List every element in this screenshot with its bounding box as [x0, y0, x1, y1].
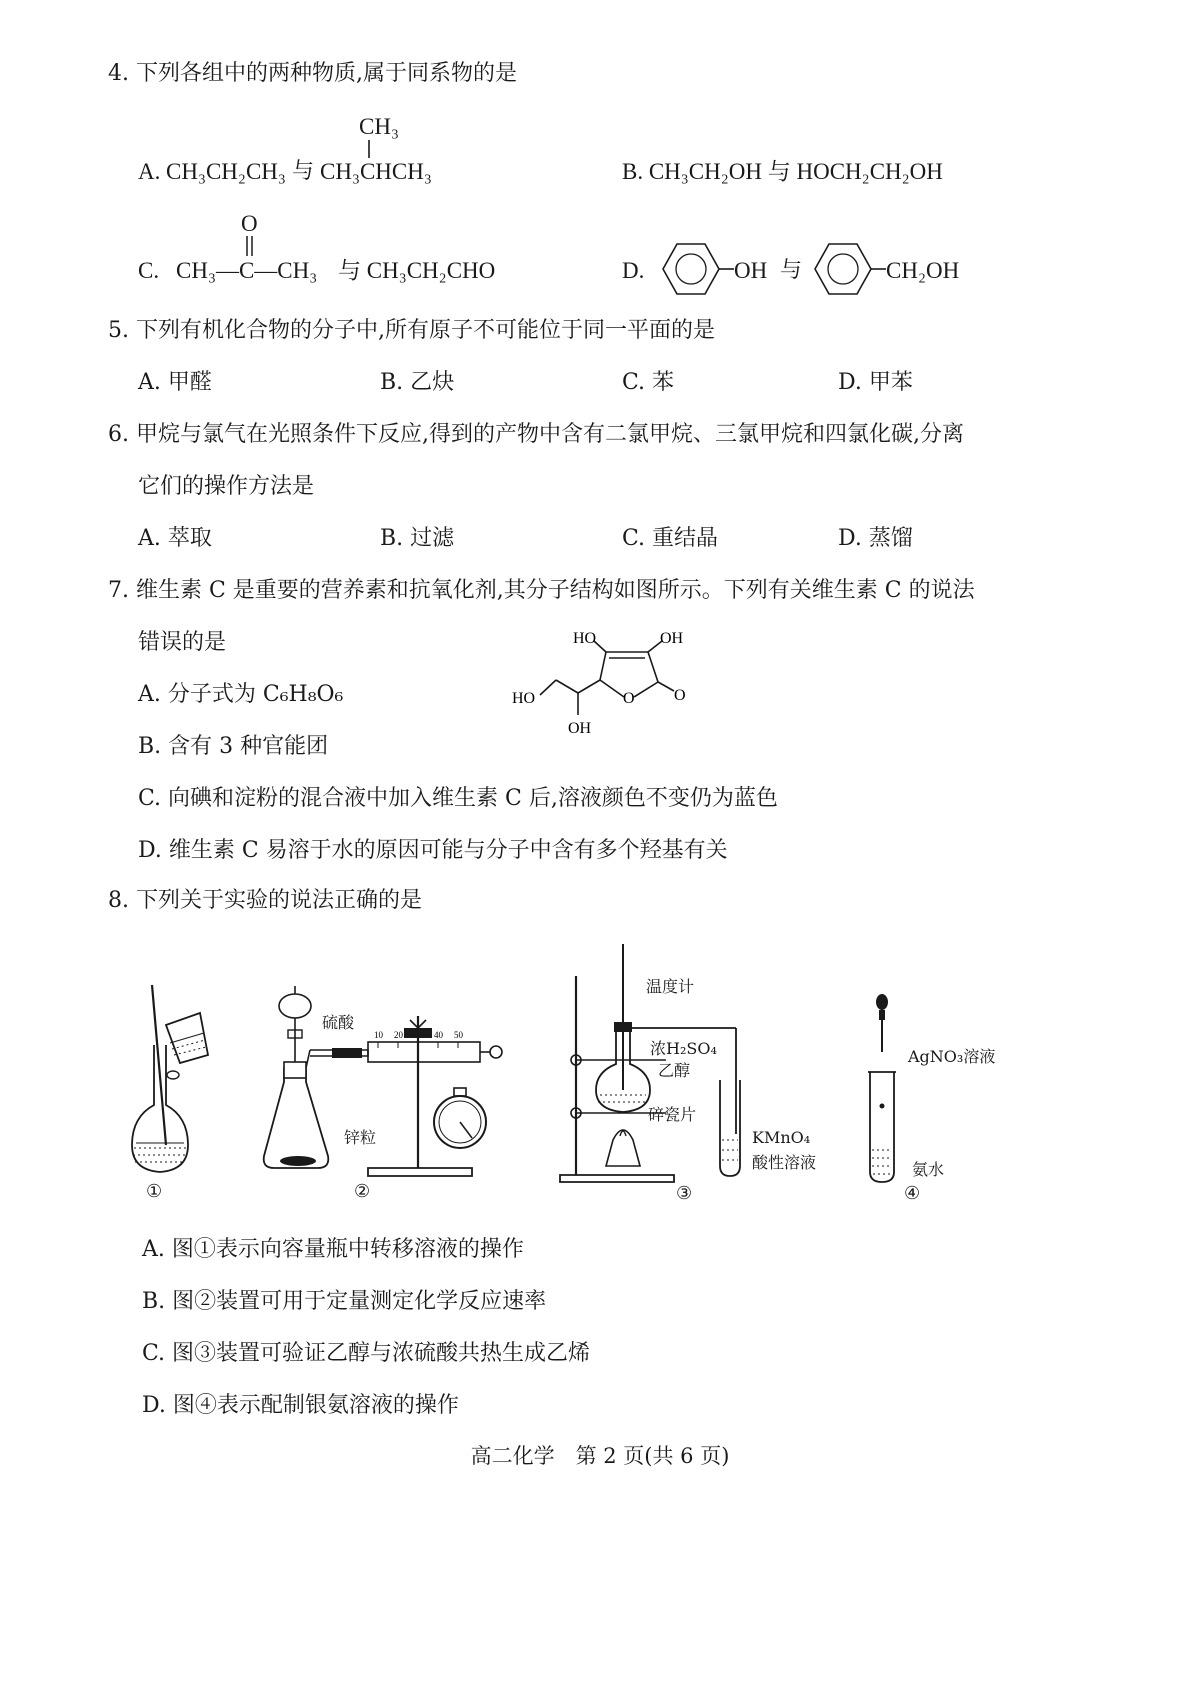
- q7-optB: B. 含有 3 种官能团: [138, 734, 329, 759]
- q4-optD-right-group: CH₂OH: [886, 258, 960, 283]
- vitc-oh-bottom: OH: [568, 720, 592, 737]
- fig1-label: ①: [146, 1181, 163, 1202]
- fig3-ethanol-label: 乙醇: [658, 1061, 691, 1080]
- syringe-scale-40: 40: [434, 1030, 443, 1040]
- q6-option: B. 过滤: [380, 526, 455, 551]
- q4-optB: B. CH₃CH₂OH 与 HOCH₂CH₂OH: [622, 159, 943, 184]
- q8-optD: D. 图④表示配制银氨溶液的操作: [142, 1393, 459, 1418]
- fig2-label: ②: [354, 1181, 371, 1202]
- q8-optA: A. 图①表示向容量瓶中转移溶液的操作: [142, 1237, 524, 1262]
- q8-optB: B. 图②装置可用于定量测定化学反应速率: [142, 1289, 547, 1314]
- benzene-ring-icon: [662, 242, 722, 298]
- vitamin-c-structure: [510, 625, 710, 735]
- q4-optD-conj: 与: [780, 258, 803, 283]
- fig2-rate-apparatus: [258, 992, 518, 1182]
- q4-optA-conj: 与: [292, 159, 315, 184]
- fig2-zinc-label: 锌粒: [344, 1128, 377, 1147]
- vitc-oh-top: OH: [660, 630, 684, 647]
- q4-optC-left: CH₃—C—CH₃: [176, 258, 318, 283]
- vitc-ho-top: HO: [573, 630, 597, 647]
- q4-optD-left-group: OH: [734, 258, 768, 283]
- q7-stem-line1: 7. 维生素 C 是重要的营养素和抗氧化剂,其分子结构如图所示。下列有关维生素 C 的说法: [108, 578, 975, 603]
- q6-option: C. 重结晶: [622, 526, 719, 551]
- fig4-label: ④: [904, 1183, 921, 1204]
- fig3-kmno4-label: KMnO₄: [752, 1128, 811, 1147]
- fig3-acid-label: 浓H₂SO₄: [650, 1039, 717, 1058]
- fig3-chips-label: 碎瓷片: [648, 1105, 697, 1124]
- q7-optD: D. 维生素 C 易溶于水的原因可能与分子中含有多个羟基有关: [138, 838, 728, 863]
- vitc-ring-o: O: [623, 690, 635, 707]
- q8-stem: 8. 下列关于实验的说法正确的是: [108, 888, 422, 913]
- vitc-ho-left: HO: [512, 690, 536, 707]
- q6-option: D. 蒸馏: [838, 526, 913, 551]
- q6-stem-line1: 6. 甲烷与氯气在光照条件下反应,得到的产物中含有二氯甲烷、三氯甲烷和四氯化碳,分离: [108, 422, 964, 447]
- q4-optA-left: CH₃CH₂CH₃: [166, 159, 286, 184]
- q4-optA-right: CH₃CHCH₃: [320, 159, 432, 184]
- syringe-scale-20: 20: [394, 1030, 403, 1040]
- q4-optD-label: D.: [622, 258, 645, 283]
- q7-optC: C. 向碘和淀粉的混合液中加入维生素 C 后,溶液颜色不变仍为蓝色: [138, 786, 778, 811]
- vitc-carbonyl-o: O: [674, 687, 686, 704]
- q4-optC-label: C.: [138, 258, 160, 283]
- q5-option: B. 乙炔: [380, 370, 455, 395]
- fig3-label: ③: [676, 1183, 693, 1204]
- q4-optC-right: 与 CH₃CH₂CHO: [338, 258, 496, 283]
- q4-stem: 4. 下列各组中的两种物质,属于同系物的是: [108, 61, 517, 86]
- page-footer: 高二化学 第 2 页(共 6 页): [470, 1444, 730, 1468]
- q4-optA-branch-bond: [366, 140, 376, 160]
- fig3-kmno4-label2: 酸性溶液: [752, 1153, 817, 1172]
- fig3-thermometer-label: 温度计: [646, 977, 695, 996]
- fig2-acid-label: 硫酸: [322, 1013, 355, 1032]
- q4-optA-branch: CH₃: [359, 114, 399, 139]
- benzene-ring-icon: [814, 242, 874, 298]
- q5-stem: 5. 下列有机化合物的分子中,所有原子不可能位于同一平面的是: [108, 318, 715, 343]
- fig4-silver-ammonia: [862, 992, 912, 1192]
- q4-optA-label: A.: [138, 159, 161, 184]
- fig1-volumetric-flask: [128, 985, 218, 1185]
- syringe-scale-10: 10: [374, 1030, 383, 1040]
- syringe-scale-50: 50: [454, 1030, 463, 1040]
- q7-stem-line2: 错误的是: [138, 630, 227, 655]
- fig4-agno3-label: AgNO₃溶液: [908, 1047, 996, 1066]
- q6-option: A. 萃取: [138, 526, 212, 551]
- q5-option: C. 苯: [622, 370, 675, 395]
- q5-option: A. 甲醛: [138, 370, 212, 395]
- q7-optA: A. 分子式为 C₆H₈O₆: [138, 682, 344, 707]
- fig4-ammonia-label: 氨水: [912, 1160, 945, 1179]
- q8-optC: C. 图③装置可验证乙醇与浓硫酸共热生成乙烯: [142, 1341, 591, 1366]
- q6-stem-line2: 它们的操作方法是: [138, 474, 315, 499]
- q4-optC-oxygen: O: [241, 211, 258, 236]
- q5-option: D. 甲苯: [838, 370, 913, 395]
